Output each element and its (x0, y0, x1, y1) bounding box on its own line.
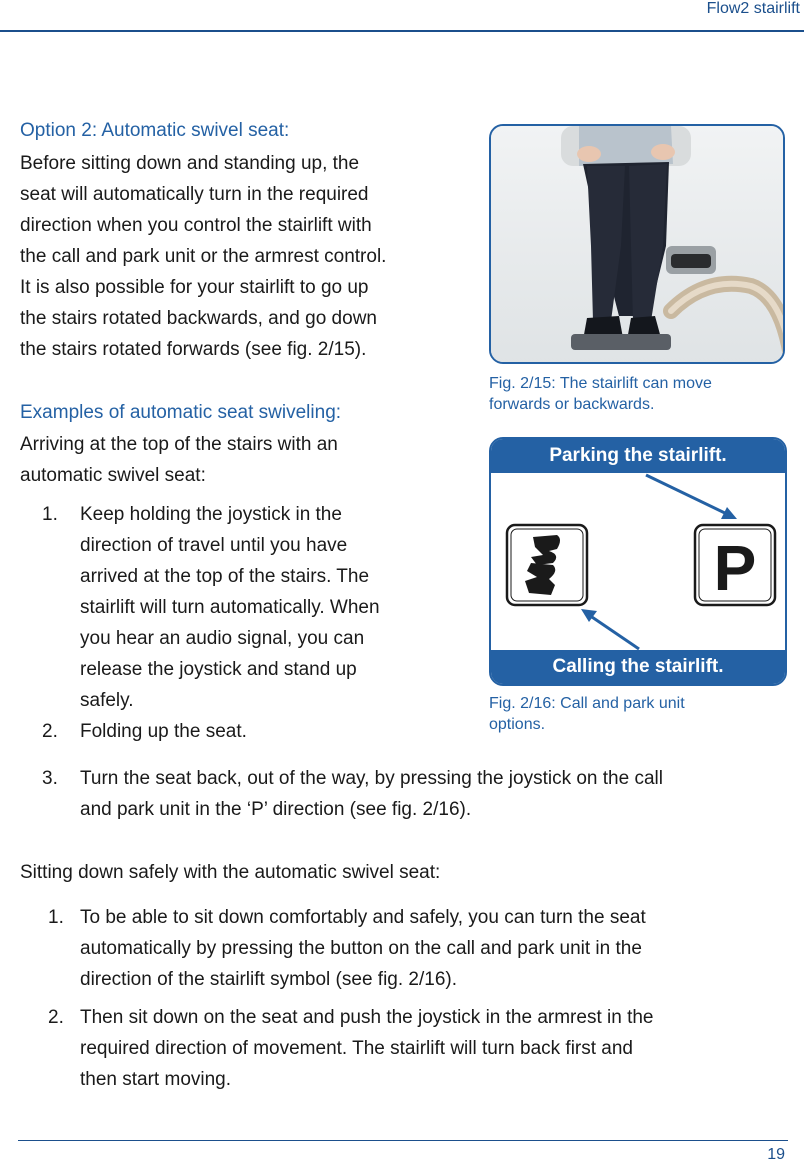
text-line: automatic swivel seat: (20, 465, 206, 486)
option2-heading: Option 2: Automatic swivel seat: (20, 120, 290, 141)
list-item (20, 1002, 790, 1095)
text-line: Then sit down on the seat and push the joystick in the armrest in the (80, 1007, 654, 1028)
text-line: Keep holding the joystick in the (80, 504, 342, 525)
footer-rule (18, 1140, 788, 1141)
fig-2-15-photo (489, 124, 785, 364)
call-park-diagram (491, 439, 785, 684)
text-line: release the joystick and stand up (80, 659, 357, 680)
page-number: 19 (767, 1146, 785, 1163)
fig-2-15-caption (489, 373, 712, 415)
seated-person-illustration (491, 126, 785, 364)
text-line: It is also possible for your stairlift to go up (20, 277, 369, 298)
text-line: direction when you control the stairlift with (20, 215, 372, 236)
text-line: stairlift will turn automatically. When (80, 597, 380, 618)
arrow-to-stairlift-icon (581, 609, 639, 649)
text-line: the call and park unit or the armrest control. (20, 246, 387, 267)
examples-steps-short (20, 499, 480, 747)
step-number: 1. (42, 504, 58, 525)
text-line: you hear an audio signal, you can (80, 628, 365, 649)
list-item (20, 499, 480, 716)
park-button-icon (695, 525, 775, 605)
header-rule (0, 30, 804, 32)
list-item (20, 716, 480, 747)
text-line: the stairs rotated forwards (see fig. 2/15). (20, 339, 367, 360)
text-line: Turn the seat back, out of the way, by pressing the joystick on the call (80, 768, 663, 789)
text-line: direction of the stairlift symbol (see fig. 2/16). (80, 969, 457, 990)
fig-2-16-diagram (489, 437, 787, 686)
step-number: 3. (42, 768, 58, 789)
stairlift-button-icon (507, 525, 587, 605)
text-line: Folding up the seat. (80, 721, 247, 742)
text-line: direction of travel until you have (80, 535, 348, 556)
examples-steps-long (20, 763, 790, 825)
text-line: the stairs rotated backwards, and go down (20, 308, 377, 329)
text-line: required direction of movement. The stairlift will turn back first and (80, 1038, 633, 1059)
text-line: safely. (80, 690, 134, 711)
option2-paragraph (20, 148, 386, 365)
text-line: Arriving at the top of the stairs with an (20, 434, 338, 455)
caption-line: Fig. 2/16: Call and park unit (489, 695, 685, 712)
step-number: 2. (48, 1007, 64, 1028)
text-line: To be able to sit down comfortably and safely, you can turn the seat (80, 907, 646, 928)
fig-2-16-caption (489, 693, 685, 735)
list-item (20, 763, 790, 825)
list-item (20, 902, 790, 995)
sitting-steps (20, 902, 790, 1095)
park-symbol: P (713, 532, 757, 604)
parking-banner: Parking the stairlift. (491, 439, 785, 473)
text-line: then start moving. (80, 1069, 232, 1090)
step-number: 1. (48, 907, 64, 928)
caption-line: options. (489, 716, 546, 733)
examples-intro (20, 429, 338, 491)
running-header: Flow2 stairlift (706, 0, 800, 17)
text-line: Before sitting down and standing up, the (20, 153, 360, 174)
caption-line: forwards or backwards. (489, 396, 655, 413)
text-line: and park unit in the ‘P’ direction (see fig. 2/16). (80, 799, 472, 820)
sitting-intro: Sitting down safely with the automatic swivel seat: (20, 862, 441, 883)
text-line: automatically by pressing the button on the call and park unit in the (80, 938, 642, 959)
caption-line: Fig. 2/15: The stairlift can move (489, 375, 712, 392)
step-number: 2. (42, 721, 58, 742)
text-line: arrived at the top of the stairs. The (80, 566, 370, 587)
arrow-to-park-icon (646, 475, 737, 519)
text-line: seat will automatically turn in the required (20, 184, 369, 205)
calling-banner: Calling the stairlift. (491, 650, 785, 684)
examples-heading: Examples of automatic seat swiveling: (20, 402, 342, 423)
